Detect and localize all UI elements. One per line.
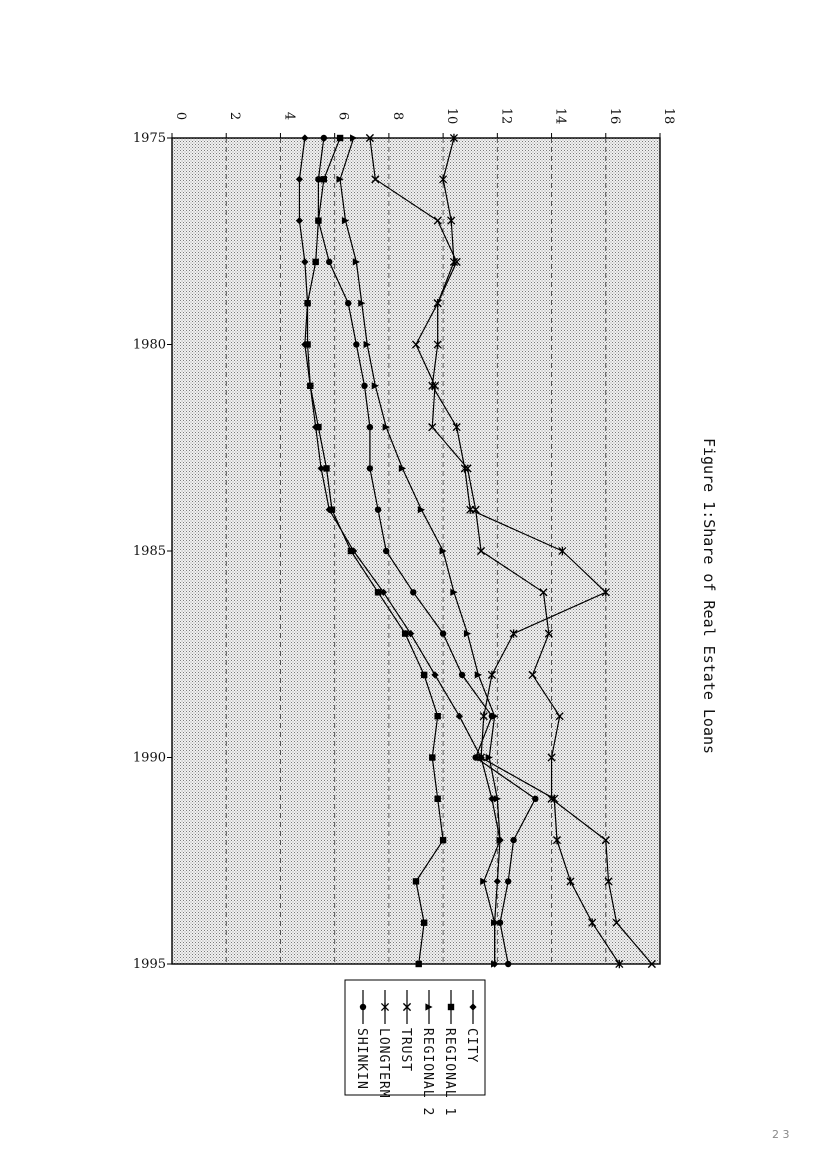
y-tick-label: 10 <box>444 107 460 125</box>
legend <box>345 980 485 1116</box>
point <box>329 507 335 513</box>
point <box>434 796 440 802</box>
x-tick-label: 1995 <box>132 957 166 972</box>
chart-title: Figure 1:Share of Real Estate Loans <box>700 437 718 755</box>
point <box>304 341 310 347</box>
point <box>413 878 419 884</box>
point <box>367 465 373 471</box>
point <box>375 589 381 595</box>
y-tick-label: 6 <box>335 111 351 121</box>
legend-label: SHINKIN <box>354 1028 369 1090</box>
plot-area <box>172 138 660 964</box>
point <box>323 465 329 471</box>
point <box>375 507 381 513</box>
point <box>416 961 422 967</box>
y-tick-label: 16 <box>606 107 622 125</box>
point <box>472 754 478 760</box>
point <box>421 672 427 678</box>
point <box>367 424 373 430</box>
point <box>321 135 327 141</box>
x-tick-label: 1975 <box>132 131 166 146</box>
x-tick-label: 1990 <box>132 750 166 766</box>
point <box>345 300 351 306</box>
y-tick-label: 12 <box>498 107 514 125</box>
y-tick-label: 18 <box>661 107 676 125</box>
point <box>360 1004 366 1010</box>
y-tick-label: 4 <box>281 111 297 121</box>
point <box>315 217 321 223</box>
point <box>429 754 435 760</box>
point <box>383 548 389 554</box>
y-tick-label: 8 <box>389 111 405 121</box>
point <box>532 796 538 802</box>
point <box>337 135 343 141</box>
point <box>315 424 321 430</box>
point <box>410 589 416 595</box>
point <box>505 878 511 884</box>
point <box>510 837 516 843</box>
y-tick-label: 0 <box>173 111 188 121</box>
point <box>489 713 495 719</box>
point <box>440 837 446 843</box>
point <box>440 630 446 636</box>
point <box>348 548 354 554</box>
legend-label: TRUST <box>398 1028 413 1073</box>
point <box>459 672 465 678</box>
point <box>505 961 511 967</box>
point <box>448 1004 454 1010</box>
legend-label: CITY <box>464 1028 479 1064</box>
point <box>326 259 332 265</box>
legend-label: LONGTERM <box>376 1028 391 1099</box>
point <box>353 341 359 347</box>
page-number: 2 3 <box>772 1128 790 1141</box>
y-tick-label: 14 <box>552 107 568 125</box>
point <box>434 713 440 719</box>
legend-label: REGIONAL 1 <box>442 1028 457 1117</box>
legend-label: REGIONAL 2 <box>420 1028 435 1117</box>
point <box>421 920 427 926</box>
y-tick-label: 2 <box>227 111 243 121</box>
point <box>402 630 408 636</box>
point <box>497 920 503 926</box>
point <box>315 176 321 182</box>
point <box>312 259 318 265</box>
point <box>304 300 310 306</box>
x-tick-label: 1980 <box>132 337 166 353</box>
x-tick-label: 1985 <box>132 544 166 559</box>
point <box>307 383 313 389</box>
point <box>361 383 367 389</box>
